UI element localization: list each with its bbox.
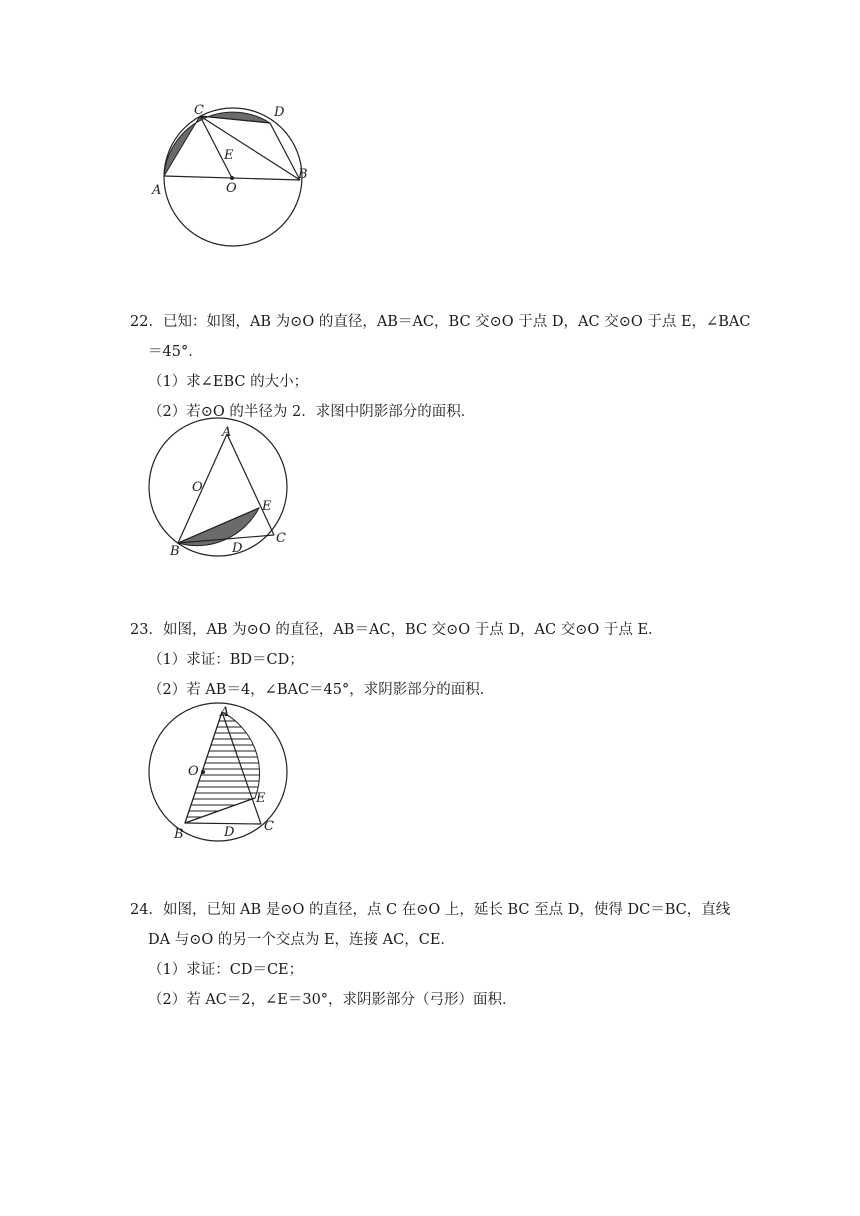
label-a: A — [220, 705, 230, 720]
q22-stem-line2: ＝45°． — [148, 344, 203, 360]
label-a: A — [222, 425, 232, 440]
label-o: O — [192, 480, 203, 495]
label-c: C — [264, 819, 274, 834]
q22-stem-line1: 22．已知：如图，AB 为⊙O 的直径，AB＝AC，BC 交⊙O 于点 D，AC 交⊙O 于点 E，∠BAC — [130, 314, 751, 330]
q23-part2: （2）若 AB＝4，∠BAC＝45°，求阴影部分的面积． — [148, 682, 495, 698]
center-dot — [201, 770, 205, 774]
center-dot — [230, 176, 234, 180]
label-d: D — [232, 541, 243, 556]
label-e: E — [224, 148, 234, 163]
side-bc — [185, 823, 261, 824]
q24-stem-line2: DA 与⊙O 的另一个交点为 E，连接 AC，CE． — [148, 932, 455, 948]
label-b: B — [174, 827, 184, 842]
segment-oc — [200, 116, 232, 178]
q24-part2: （2）若 AC＝2，∠E＝30°，求阴影部分（弓形）面积． — [148, 992, 517, 1008]
label-o: O — [188, 764, 199, 779]
q22-part2: （2）若⊙O 的半径为 2．求图中阴影部分的面积． — [148, 404, 476, 420]
q24-part1: （1）求证：CD＝CE； — [148, 962, 304, 978]
label-e: E — [256, 791, 266, 806]
q23-stem-line1: 23．如图，AB 为⊙O 的直径，AB＝AC，BC 交⊙O 于点 D，AC 交⊙O 于点 E． — [130, 622, 663, 638]
label-o: O — [226, 181, 237, 196]
q23-part1: （1）求证：BD＝CD； — [148, 652, 304, 668]
label-d: D — [224, 825, 235, 840]
figure-q23 — [140, 702, 310, 842]
label-e: E — [262, 499, 272, 514]
q22-part1: （1）求∠EBC 的大小； — [148, 374, 309, 390]
label-c: C — [194, 103, 204, 118]
label-b: B — [298, 167, 308, 182]
q24-stem-line1: 24．如图，已知 AB 是⊙O 的直径，点 C 在⊙O 上，延长 BC 至点 D，使得 DC＝BC，直线 — [130, 902, 731, 918]
label-b: B — [170, 544, 180, 559]
label-c: C — [276, 531, 286, 546]
chord-cb — [200, 116, 300, 180]
figure-q22 — [140, 424, 310, 564]
label-d: D — [274, 105, 285, 120]
figure-q21 — [140, 100, 330, 260]
label-a: A — [152, 183, 162, 198]
